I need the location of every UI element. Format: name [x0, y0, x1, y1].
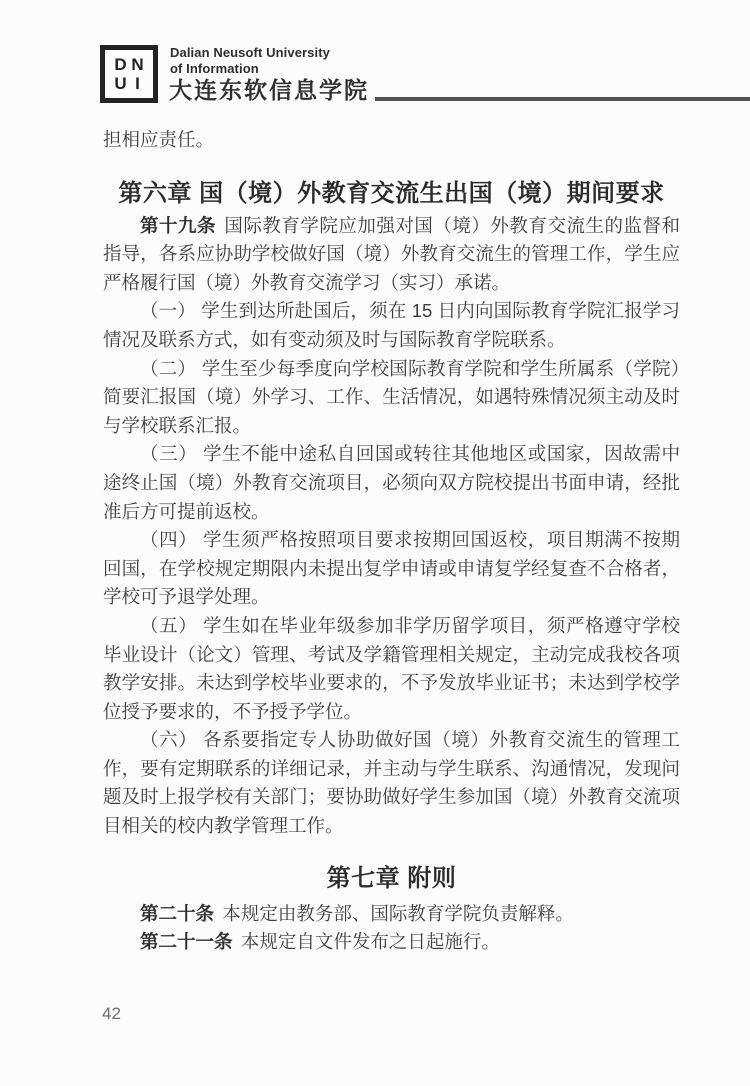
logo-letter: I: [135, 74, 140, 93]
article-19: [103, 212, 680, 298]
article-20-label: 第二十条: [140, 902, 215, 924]
article-19-label: 第十九条: [140, 214, 217, 236]
article-21-label: 第二十一条: [140, 931, 233, 953]
article-20-text: 本规定由教务部、国际教育学院负责解释。: [222, 902, 574, 924]
clause-2: （二） 学生至少每季度向学校国际教育学院和学生所属系（学院）简要汇报国（境）外学习、工作、生活情况，如遇特殊情况须主动及时与学校联系汇报。: [103, 357, 680, 436]
chapter7-title: 第七章 附则: [326, 864, 457, 892]
article-20: [103, 900, 680, 929]
document-body: [103, 126, 680, 957]
continuation-text: 担相应责任。: [103, 129, 215, 150]
clause-3: （三） 学生不能中途私自回国或转往其他地区或国家，因故需中途终止国（境）外教育交流项目，必须向双方院校提出书面申请，经批准后方可提前返校。: [103, 443, 680, 522]
chapter6-title: 第六章 国（境）外教育交流生出国（境）期间要求: [118, 179, 665, 207]
logo-letter: N: [131, 55, 144, 74]
university-name-en-line2: of Information: [170, 60, 259, 76]
university-name-zh: 大连东软信息学院: [169, 77, 369, 103]
clause-5: （五） 学生如在毕业年级参加非学历留学项目，须严格遵守学校毕业设计（论文）管理、考试及学籍管理相关规定，主动完成我校各项教学安排。未达到学校毕业要求的，不予发放毕业证书；未达到学校学位授予要求的，不予授予学位。: [103, 614, 680, 722]
university-name-en-line1: Dalian Neusoft University: [170, 45, 330, 60]
article-21-text: 本规定自文件发布之日起施行。: [240, 931, 500, 953]
logo-letter: U: [114, 74, 127, 93]
clause-1: （一） 学生到达所赴国后，须在 15 日内向国际教育学院汇报学习情况及联系方式，如有变动须及时与国际教育学院联系。: [103, 300, 680, 350]
header-rule: [375, 97, 750, 101]
clause-4: （四） 学生须严格按照项目要求按期回国返校，项目期满不按期回国，在学校规定期限内未提出复学申请或申请复学经复查不合格者，学校可予退学处理。: [103, 529, 680, 608]
article-21: [103, 928, 680, 957]
clause-6: （六） 各系要指定专人协助做好国（境）外教育交流生的管理工作，要有定期联系的详细记录，并主动与学生联系、沟通情况，发现问题及时上报学校有关部门；要协助做好学生参加国（境）外教育交流项目相关的校内教学管理工作。: [103, 729, 680, 837]
logo-letter: D: [114, 55, 127, 74]
article-19-text: 国际教育学院应加强对国（境）外教育交流生的监督和指导，各系应协助学校做好国（境）外教育交流生的管理工作，学生应严格履行国（境）外教育交流学习（实习）承诺。: [103, 214, 680, 293]
dnui-logo-icon: [100, 45, 158, 103]
page-number: 42: [102, 1004, 121, 1023]
